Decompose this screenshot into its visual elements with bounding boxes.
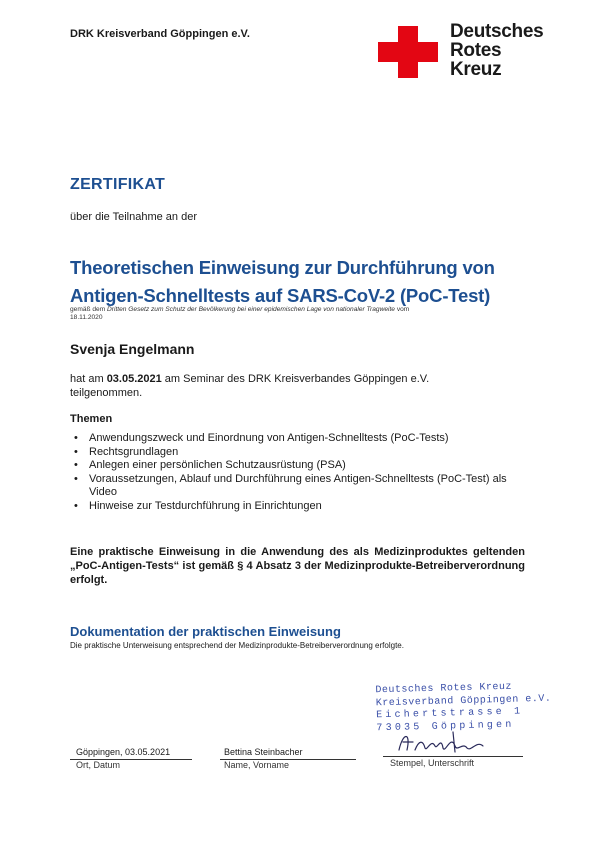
legal-law-name: Dritten Gesetz zum Schutz der Bevölkerung bei einer epidemischen Lage von nationaler Tragweite (107, 306, 395, 313)
list-item: • Hinweise zur Testdurchführung in Einrichtungen (70, 500, 530, 514)
stamp-line-3: Eichertstrasse 1 (376, 706, 524, 722)
logo-line-3: Kreuz (450, 59, 502, 80)
place-date-label: Ort, Datum (76, 760, 121, 770)
legal-date: 18.11.2020 (70, 314, 103, 321)
attend-date: 03.05.2021 (106, 373, 162, 385)
signatory-name-value: Bettina Steinbacher (224, 747, 303, 757)
legal-suffix: vom (394, 306, 410, 313)
themes-heading: Themen (70, 413, 113, 425)
organization-name: DRK Kreisverband Göppingen e.V. (70, 28, 250, 40)
legal-reference (70, 306, 500, 322)
stamp-line-4: 73035 Göppingen (376, 719, 515, 734)
stamp-signature-label: Stempel, Unterschrift (390, 758, 475, 768)
attend-pre: hat am (70, 373, 107, 385)
stamp-line-2: Kreisverband Göppingen e.V. (375, 693, 552, 709)
handwritten-signature (393, 728, 503, 758)
list-item: • Voraussetzungen, Ablauf und Durchführung eines Antigen-Schnelltests (PoC-Test) als Video (70, 473, 530, 500)
documentation-heading: Dokumentation der praktischen Einweisung (70, 624, 341, 639)
logo-wordmark (450, 22, 543, 79)
practical-instruction-note: Eine praktische Einweisung in die Anwendung des als Medizinproduktes geltenden „PoC-Antigen-Tests“ ist gemäß § 4 Absatz 3 der Medizinprodukte-Betreiberverordnung erfolgt. (70, 546, 525, 586)
place-date-value: Göppingen, 03.05.2021 (76, 747, 171, 757)
stamp-signature-line (383, 756, 523, 757)
logo-line-2: Rotes (450, 40, 502, 61)
documentation-text: Die praktische Unterweisung entsprechend der Medizinprodukte-Betreiberverordnung erfolgte. (70, 641, 404, 650)
attend-post: am Seminar des DRK Kreisverbandes Göppingen e.V. (161, 373, 430, 385)
attend-line-2: teilgenommen. (70, 387, 143, 399)
list-item: • Anwendungszweck und Einordnung von Antigen-Schnelltests (PoC-Tests) (70, 432, 530, 446)
list-item: • Rechtsgrundlagen (70, 446, 530, 460)
course-title-line-2: Antigen-Schnelltests auf SARS-CoV-2 (PoC-Test) (70, 285, 491, 306)
list-item: • Anlegen einer persönlichen Schutzausrüstung (PSA) (70, 459, 530, 473)
course-title (70, 254, 495, 310)
themes-list (70, 432, 530, 513)
logo-line-1: Deutsches (450, 21, 544, 42)
course-title-line-1: Theoretischen Einweisung zur Durchführung von (70, 257, 495, 278)
participant-name: Svenja Engelmann (70, 341, 195, 357)
red-cross-logo (378, 26, 438, 78)
name-label: Name, Vorname (224, 760, 290, 770)
attendance-statement (70, 372, 500, 400)
certificate-intro: über die Teilnahme an der (70, 211, 197, 223)
stamp-line-1: Deutsches Rotes Kreuz (375, 681, 513, 697)
legal-prefix: gemäß dem (70, 306, 108, 313)
certificate-title: ZERTIFIKAT (70, 176, 166, 193)
